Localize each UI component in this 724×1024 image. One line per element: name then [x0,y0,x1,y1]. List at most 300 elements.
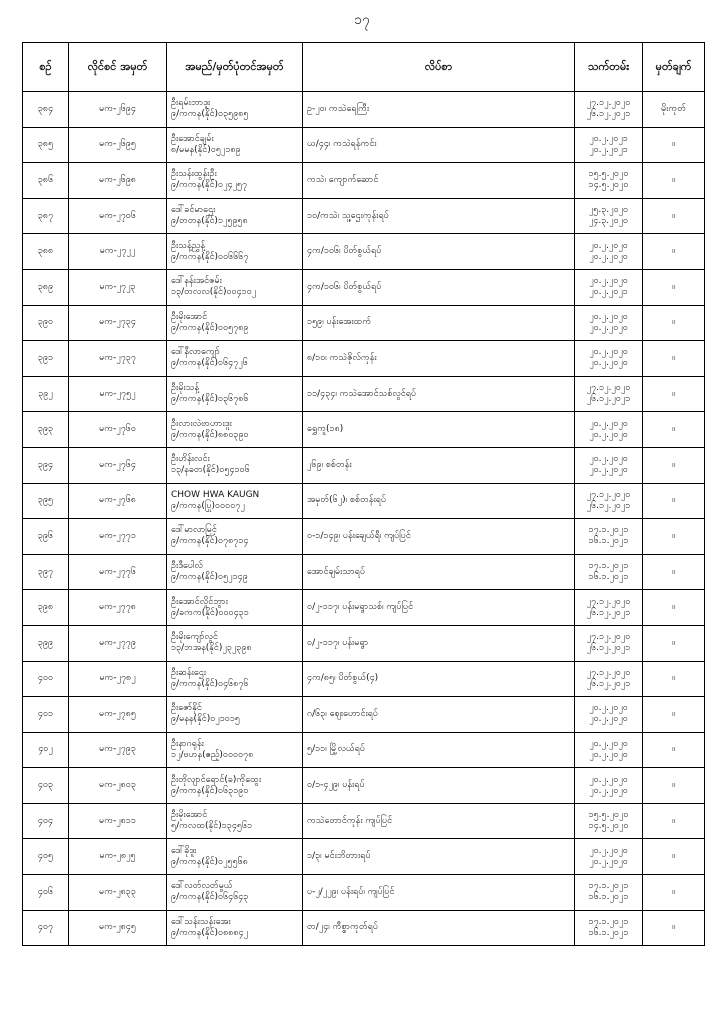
cell-date [575,839,643,875]
cell-name-text: ၁၃/ဘအန(နိုင်)၂၃၂၃၉၈ [171,643,252,654]
cell-name-text: ဦးဆန်းဌေး [171,667,207,678]
table-row [23,625,705,661]
cell-name-text: ၉/ကကန(နိုင်)၀၀၆၆၆၇ [171,251,249,262]
cell-name-text: ဦးမိုးသန့် [171,383,200,394]
cell-address-text: ၄က/၁၀၆၊ ပိတ်စွယ်ရပ် [307,281,382,292]
cell-name-text: ဦးအောင်ချမ်း [171,133,214,144]
cell-no-text: ၃၉၂ [38,388,53,399]
cell-date-text: ၁၆.၁.၂၀၂၁ [588,927,629,938]
cell-date-text: ၂၀.၂.၂၀၂၁ [589,144,628,155]
cell-date-text: ၂၀.၂.၂၀၂၀ [589,749,628,760]
cell-no [23,163,69,199]
cell-name [167,590,303,626]
cell-address-text: ကသဲတောင်ကုန်း ကျပ်ပြင် [307,815,393,826]
cell-name-text: ၉/ကကန(ပြု)၀၀၀၀၇၂ [171,500,245,511]
cell-date [575,412,643,448]
cell-no-text: ၃၉၇ [37,566,54,577]
cell-address-text: ၁/၃၊ မင်းဘိတားရပ် [307,851,371,862]
cell-date-text: ၂၆.၁၂.၂၀၂၁ [586,607,631,618]
cell-license [69,625,167,661]
cell-no [23,234,69,270]
cell-no [23,341,69,377]
header-license: လိုင်စင် အမှတ် [69,43,167,92]
cell-address [303,198,575,234]
cell-date-text: ၂၀.၂.၂၀၂၀ [589,418,628,429]
cell-address-text: ၁၀/ကသဲ၊ သူ့ဌေးကုန်းရပ် [307,210,389,221]
cell-no [23,732,69,768]
cell-no-text: ၃၉၃ [37,424,54,435]
cell-license-text: မက-၂၇၃၄ [99,317,136,328]
table-row [23,768,705,804]
cell-date-text: ၂၇.၁၂.၂၀၂၀ [586,596,631,607]
cell-date-text: ၂၀.၂.၂၀၂၁ [589,133,628,144]
table-row [23,92,705,128]
cell-no-text: ၃၉၄ [37,459,54,470]
cell-name [167,697,303,733]
cell-date [575,875,643,911]
cell-address [303,875,575,911]
cell-date-text: ၁၅.၅.၂၀၂၀ [588,169,629,180]
page-number: ၁၇ [354,12,370,28]
cell-no [23,661,69,697]
cell-date-text: ၁၇.၁.၂၀၂၁ [588,525,629,536]
cell-address-text: ၀/၂-၁၁၇၊ ပန်းမရွာ [307,637,369,648]
table-row [23,234,705,270]
cell-name [167,554,303,590]
cell-no-text: ၃၉၈ [37,602,54,613]
cell-remark-text: ။ [672,352,675,363]
cell-name-text: ၁၃/တလလ(နိုင်)၀၀၄၁၀၂ [171,287,257,298]
cell-name-text: ၉/ကကန(နိုင်)၀၆၃၁၉၀ [171,785,249,796]
cell-name [167,768,303,804]
cell-address [303,305,575,341]
cell-no [23,412,69,448]
cell-license-text: မက-၂၇၀၆ [99,210,136,221]
cell-license-text: မက-၂၈၁၁ [99,815,136,826]
cell-date [575,910,643,946]
table-row [23,127,705,163]
cell-name [167,412,303,448]
cell-name-text: ဦးဟိန်းလင်း [171,454,210,465]
cell-name-text: ၁၂/ဗဟန(ဧည့်)၀၀၀၀၇၈ [171,749,254,760]
cell-no [23,447,69,483]
cell-address [303,839,575,875]
cell-license-text: မက-၂၇၇၈ [99,602,136,613]
cell-remark [643,697,705,733]
cell-remark [643,447,705,483]
cell-address-text: ၀-၁/၁၄၉၊ ပန်းချေယ်ရီ၊ ကျပ်ပြင် [307,530,411,541]
cell-no [23,554,69,590]
cell-name-text: ဦးလားလဲဗာဟားဒူး [171,418,232,429]
cell-remark [643,376,705,412]
table-row [23,269,705,305]
cell-remark-text: ။ [672,459,675,470]
cell-name [167,519,303,555]
table-row [23,447,705,483]
cell-name-text: ဦးဒီပေါလ် [171,561,203,572]
cell-name [167,803,303,839]
cell-address-text: ၀/၂-၁၁၇၊ ပန်းမရွာသစ်၊ ကျပ်ပြင် [307,602,414,613]
cell-license-text: မက-၂၆၉၅ [99,139,136,150]
cell-license-text: မက-၂၇၃၇ [99,352,136,363]
cell-name-text: ဦးမိုးအောင် [171,810,208,821]
cell-license-text: မက-၂၇၇၉ [99,637,136,648]
cell-name [167,127,303,163]
cell-address [303,554,575,590]
cell-remark-text: ။ [672,637,675,648]
cell-license [69,341,167,377]
cell-no [23,697,69,733]
cell-remark [643,625,705,661]
cell-name-text: ၁၃/နခတ(နိုင်)၀၅၄၁၀၆ [171,465,250,476]
cell-address [303,92,575,128]
cell-date [575,305,643,341]
cell-remark-text: ။ [672,495,675,506]
cell-address-text: ၁၅၉၊ ပန်းအေးထက် [307,317,372,328]
table-row [23,341,705,377]
cell-no-text: ၃၉၆ [37,530,54,541]
table-row [23,198,705,234]
cell-date [575,92,643,128]
cell-address-text: အမှတ်(၆၂)၊ စစ်တန်းရပ် [307,495,387,506]
cell-license [69,697,167,733]
cell-remark [643,803,705,839]
cell-remark-text: ။ [672,317,675,328]
header-date: သက်တမ်း [575,43,643,92]
cell-no-text: ၃၉၀ [37,317,54,328]
cell-remark [643,732,705,768]
cell-no [23,376,69,412]
register-table [22,42,705,946]
cell-name [167,483,303,519]
cell-name-text: ဦးသန့်ညွှန့် [171,240,205,251]
table-row [23,839,705,875]
cell-address-text: ၅/၁၁၊ မြို့လယ်ရပ် [307,744,366,755]
cell-address [303,910,575,946]
cell-name-text: CHOW HWA KAUGN [171,489,260,500]
cell-no [23,803,69,839]
cell-remark [643,519,705,555]
cell-remark-text: ။ [672,851,675,862]
cell-date-text: ၂၅.၃.၂၀၂၀ [588,205,629,216]
cell-no [23,590,69,626]
cell-license [69,305,167,341]
cell-date-text: ၂၀.၂.၂၀၂၀ [589,429,628,440]
table-row [23,554,705,590]
cell-address-text: ၂၆၉၊ စစ်တန်း [307,459,352,470]
cell-date-text: ၁၅.၅.၂၀၂၀ [588,810,629,821]
cell-date-text: ၂၇.၁၂.၂၀၂၀ [586,667,631,678]
cell-name-text: ၉/ကကန(နိုင်)၀၇၈၇၁၄ [171,536,249,547]
cell-no [23,127,69,163]
cell-name [167,875,303,911]
cell-name [167,447,303,483]
table-row [23,519,705,555]
cell-name-text: ဒေါ်သန်းသန်းအေး [171,916,231,927]
cell-date-text: ၂၀.၂.၂၀၂၀ [589,703,628,714]
cell-date-text: ၂၀.၂.၂၀၂၀ [589,738,628,749]
cell-name-text: ဦးမိုးကျော်လွင် [171,632,218,643]
cell-no [23,625,69,661]
cell-date [575,554,643,590]
cell-address-text: ၀/၁-၄၂၉၊ ပန်းရပ် [307,780,365,791]
cell-name [167,661,303,697]
header-remark: မှတ်ချက် [643,43,705,92]
cell-no-text: ၃၈၇ [37,210,54,221]
cell-date [575,697,643,733]
cell-remark [643,768,705,804]
cell-date-text: ၂၀.၂.၂၀၂၀ [589,465,628,476]
cell-date [575,198,643,234]
cell-address [303,661,575,697]
cell-address [303,590,575,626]
cell-no-text: ၃၈၄ [37,103,54,114]
cell-name [167,341,303,377]
cell-remark-text: ။ [672,424,675,435]
cell-date-text: ၁၄.၅.၂၀၂၀ [588,821,629,832]
cell-name-text: ၉/ကကန(နိုင်)၀၀၅၇၈၉ [171,322,249,333]
cell-license-text: မက-၂၈၂၅ [99,851,136,862]
cell-remark-text: ။ [672,281,675,292]
cell-name-text: ဦးဇော်နိုင် [171,703,202,714]
cell-remark-text: ။ [672,780,675,791]
cell-license-text: မက-၂၈၀၃ [99,780,136,791]
cell-date [575,519,643,555]
cell-name-text: ၉/ကကန(နိုင်)၀၃၅၉၈၅ [171,109,249,120]
table-row [23,305,705,341]
cell-license [69,163,167,199]
cell-no-text: ၃၈၉ [37,281,54,292]
cell-date [575,163,643,199]
cell-address [303,803,575,839]
cell-license [69,910,167,946]
cell-no [23,198,69,234]
cell-remark [643,661,705,697]
cell-date-text: ၁၇.၁.၂၀၂၁ [588,916,629,927]
cell-no-text: ၃၉၉ [37,637,54,648]
cell-address [303,412,575,448]
cell-license-text: မက-၂၇၆၈ [99,495,136,506]
cell-address [303,483,575,519]
cell-date [575,447,643,483]
cell-no-text: ၄၀၂ [38,744,53,755]
cell-name-text: ၉/ကကန(နိုင်)၀၄၆၈၇၆ [171,678,249,689]
cell-address [303,768,575,804]
table-row [23,875,705,911]
cell-remark-text: ။ [672,886,675,897]
cell-remark [643,412,705,448]
cell-date [575,127,643,163]
cell-name-text: ဦးရမ်းဘာဒူး [171,98,211,109]
header-row [23,43,705,92]
cell-license-text: မက-၂၇၅၂ [99,388,136,399]
cell-address [303,376,575,412]
cell-name-text: ၅/ကလထ(နိုင်)၁၃၄၅၆၁ [171,821,253,832]
cell-date-text: ၁၆.၁.၂၀၂၁ [588,572,629,583]
cell-name-text: ဦးအောင်လှိုင်ဘွား [171,596,228,607]
table-row [23,732,705,768]
header-address: လိပ်စာ [303,43,575,92]
cell-name-text: ဒေါ်နန်းအင်ဇမ်း [171,276,222,287]
cell-license-text: မက-၂၇၈၅ [99,708,136,719]
cell-no [23,519,69,555]
header-no: စဉ် [23,43,69,92]
table-row [23,590,705,626]
cell-address [303,341,575,377]
cell-name [167,92,303,128]
cell-no-text: ၄၀၄ [37,815,54,826]
cell-license-text: မက-၂၆၉၄ [99,103,136,114]
cell-date-text: ၁၆.၁.၂၀၂၁ [588,536,629,547]
cell-name-text: ၉/ကကန(နိုင်)၀၆၄၆၄၃ [171,892,249,903]
cell-name-text: ဦးသန်းထွန်းဦး [171,169,217,180]
cell-address [303,697,575,733]
cell-remark-text: ။ [672,815,675,826]
cell-date-text: ၂၀.၂.၂၀၂၀ [589,251,628,262]
cell-remark-text: ။ [672,708,675,719]
cell-address [303,269,575,305]
cell-date [575,661,643,697]
cell-no [23,269,69,305]
cell-address-text: ဂ/၆၃၊ ဈေးဟောင်းရပ် [307,708,379,719]
cell-remark [643,483,705,519]
cell-date-text: ၂၀.၂.၂၀၂၀ [589,454,628,465]
cell-no [23,910,69,946]
cell-address-text: တ/၂၄၊ ကီစ္စာကုတ်ရပ် [307,922,379,933]
cell-name-text: ဦးတိုလျာင်ရောင်(ခ)ကိုထွေး [171,774,262,785]
cell-license [69,412,167,448]
cell-remark [643,198,705,234]
cell-no-text: ၃၉၅ [37,495,54,506]
cell-address-text: ၁၁/၄၃၄၊ ကသဲအောင်သစ်လွင်ရပ် [307,388,417,399]
cell-license-text: မက-၂၈၃၃ [99,886,136,897]
cell-date [575,269,643,305]
cell-license-text: မက-၂၈၄၅ [99,922,136,933]
cell-license-text: မက-၂၇၈၂ [99,673,136,684]
cell-date [575,768,643,804]
cell-name-text: ၉/ကကန(နိုင်)၀၂၄၂၅၇ [171,180,248,191]
cell-name-text: ၉/ကကန(နိုင်)၀၅၂၁၄၉ [171,572,248,583]
cell-remark-text: ။ [672,602,675,613]
cell-date-text: ၂၀.၂.၂၀၂၀ [589,774,628,785]
cell-no [23,483,69,519]
cell-no [23,875,69,911]
table-row [23,910,705,946]
cell-name-text: ဒေါ်ခိုဒူး [171,845,197,856]
cell-address-text: ယ/၄၄၊ ကသဲရန်ကင်း [307,139,377,150]
cell-date-text: ၂၆.၁၂.၂၀၂၁ [586,394,631,405]
cell-license [69,198,167,234]
cell-name [167,305,303,341]
cell-name [167,269,303,305]
table-row [23,376,705,412]
cell-license [69,519,167,555]
cell-address-text: ကသဲ၊ ကျောက်ဆောင် [307,174,379,185]
cell-remark-text: ။ [672,530,675,541]
cell-name-text: ဒေါ်နီလာကျော် [171,347,220,358]
cell-address-text: ၈/၁၀၊ ကသဲဇိုလ်ကုန်း [307,352,377,363]
cell-date-text: ၂၆.၁၂.၂၀၂၁ [586,678,631,689]
cell-no-text: ၄၀၆ [37,886,54,897]
cell-license [69,803,167,839]
cell-no-text: ၄၀၃ [37,780,54,791]
cell-date-text: ၂၀.၂.၂၀၂၀ [589,240,628,251]
cell-no [23,305,69,341]
cell-date-text: ၂၆.၁၂.၂၀၂၁ [586,643,631,654]
cell-date-text: ၂၀.၂.၂၀၂၀ [589,322,628,333]
cell-remark [643,305,705,341]
cell-date-text: ၂၀.၂.၂၀၂၀ [589,311,628,322]
table-row [23,163,705,199]
cell-date [575,732,643,768]
cell-remark [643,234,705,270]
cell-remark [643,163,705,199]
cell-date-text: ၁၇.၁.၂၀၂၁ [588,561,629,572]
cell-remark-text: ။ [672,388,675,399]
cell-no-text: ၄၀၅ [37,851,54,862]
table-row [23,697,705,733]
cell-date-text: ၂၇.၁၂.၂၀၂၀ [586,489,631,500]
cell-remark [643,127,705,163]
cell-name-text: ဦးနာဂရုန်း [171,738,204,749]
cell-date-text: ၂၀.၂.၂၀၂၀ [589,785,628,796]
cell-date-text: ၂၀.၂.၂၀၂၀ [589,347,628,358]
cell-license-text: မက-၂၇၇၁ [99,530,136,541]
cell-no-text: ၃၉၁ [37,352,54,363]
cell-address [303,732,575,768]
cell-date [575,590,643,626]
cell-date [575,341,643,377]
cell-license-text: မက-၂၇၆၄ [99,459,136,470]
cell-license [69,269,167,305]
cell-no-text: ၃၈၅ [37,139,54,150]
cell-remark-text: ။ [672,246,675,257]
cell-remark [643,554,705,590]
cell-address [303,234,575,270]
cell-date-text: ၂၇.၁၂.၂၀၂၀ [586,632,631,643]
table-row [23,483,705,519]
table-row [23,661,705,697]
cell-date-text: ၂၇.၁၂.၂၀၂၀ [586,383,631,394]
cell-license [69,661,167,697]
cell-no [23,92,69,128]
cell-address [303,447,575,483]
cell-date-text: ၂၀.၂.၂၀၂၀ [589,856,628,867]
cell-license-text: မက-၂၇၂၂ [99,246,136,257]
cell-name-text: ၉/ကကန(နိုင်)၈၈၀၃၉၀ [171,429,249,440]
cell-name [167,163,303,199]
cell-name-text: ဒေါ်မာလာမြင့် [171,525,217,536]
cell-date-text: ၁၄.၅.၂၀၂၀ [588,180,629,191]
cell-name-text: ၉/မနန(နိုင်)၀၂၁၀၁၅ [171,714,240,725]
cell-license-text: မက-၂၇၆၀ [99,424,136,435]
cell-remark-text: ။ [672,922,675,933]
cell-date-text: ၁၆.၁.၂၀၂၁ [588,892,629,903]
cell-address [303,519,575,555]
cell-license-text: မက-၂၇၉၃ [99,744,136,755]
cell-address [303,127,575,163]
cell-name [167,625,303,661]
cell-no-text: ၃၈၈ [37,246,54,257]
cell-name [167,910,303,946]
cell-license [69,483,167,519]
cell-address [303,163,575,199]
cell-date [575,803,643,839]
cell-name [167,198,303,234]
cell-license [69,127,167,163]
cell-address [303,625,575,661]
cell-remark-text: ။ [672,566,675,577]
